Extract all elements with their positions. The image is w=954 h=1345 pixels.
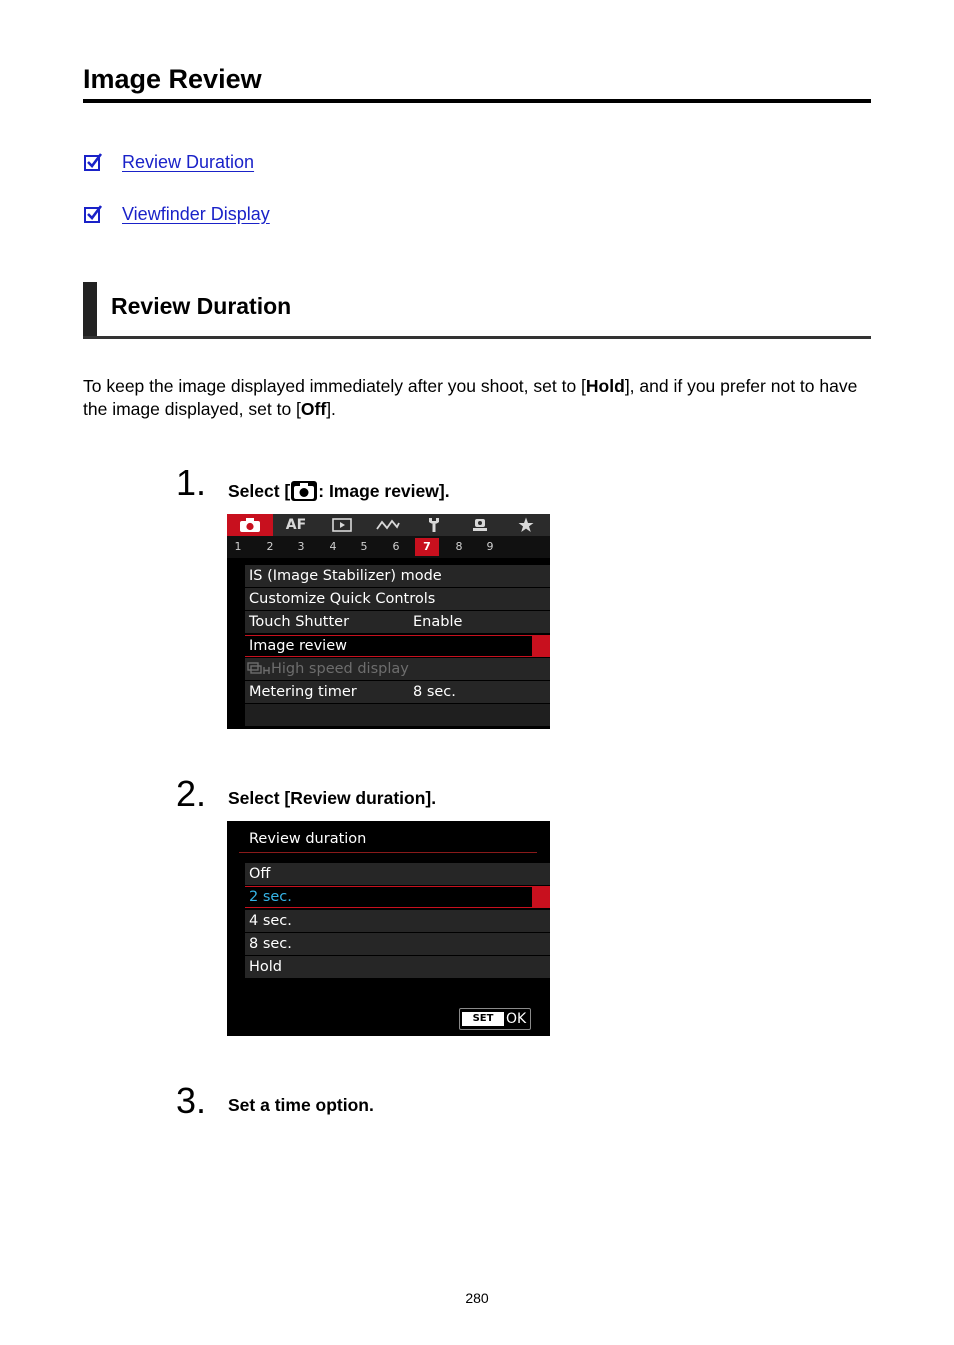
set-badge: SET bbox=[462, 1012, 504, 1026]
checkbox-checked-icon bbox=[83, 152, 103, 172]
menu-item-image-review[interactable]: Image review bbox=[245, 635, 550, 657]
hold-term: Hold bbox=[585, 376, 625, 396]
section-title: Review Duration bbox=[111, 293, 292, 319]
subtab-2[interactable]: 2 bbox=[266, 540, 274, 553]
tab-shooting[interactable] bbox=[227, 514, 273, 536]
tab-playback[interactable] bbox=[319, 514, 365, 536]
wrench-icon bbox=[427, 517, 441, 533]
subtab-8[interactable]: 8 bbox=[455, 540, 463, 553]
step-1-number: 1. bbox=[176, 462, 207, 503]
option-8-sec[interactable]: 8 sec. bbox=[245, 933, 550, 955]
wireless-icon bbox=[376, 518, 400, 532]
tab-my-menu[interactable] bbox=[503, 514, 549, 536]
option-2-sec[interactable]: 2 sec. bbox=[245, 886, 550, 908]
step-2-text: Select [Review duration]. bbox=[228, 788, 437, 808]
checkbox-checked-icon bbox=[83, 204, 103, 224]
review-duration-rule bbox=[239, 852, 537, 853]
subtab-4[interactable]: 4 bbox=[329, 540, 337, 553]
menu-subtab-bar bbox=[227, 536, 550, 558]
page-number: 280 bbox=[465, 1290, 489, 1306]
continuous-shooting-icon bbox=[247, 661, 271, 675]
menu-item-high-speed-display: High speed display bbox=[245, 658, 550, 680]
option-off[interactable]: Off bbox=[245, 863, 550, 885]
playback-icon bbox=[332, 518, 352, 532]
step-3-text: Set a time option. bbox=[228, 1095, 374, 1115]
section-bar bbox=[83, 282, 97, 336]
subtab-6[interactable]: 6 bbox=[392, 540, 400, 553]
option-hold[interactable]: Hold bbox=[245, 956, 550, 978]
subtab-5[interactable]: 5 bbox=[360, 540, 368, 553]
menu-item-metering-timer[interactable]: Metering timer 8 sec. bbox=[245, 681, 550, 703]
custom-icon bbox=[471, 517, 489, 533]
set-ok-button[interactable] bbox=[459, 1008, 531, 1030]
tab-af[interactable]: AF bbox=[285, 517, 307, 533]
title-rule bbox=[83, 99, 871, 103]
tab-custom[interactable] bbox=[457, 514, 503, 536]
page-title: Image Review bbox=[83, 64, 262, 94]
subtab-7[interactable]: 7 bbox=[415, 538, 439, 556]
review-duration-title: Review duration bbox=[249, 831, 367, 847]
star-icon bbox=[518, 517, 534, 533]
step-3-number: 3. bbox=[176, 1080, 207, 1121]
toc-link-review-duration[interactable]: Review Duration bbox=[122, 151, 255, 172]
toc-item-viewfinder-display[interactable] bbox=[83, 201, 270, 227]
camera-icon bbox=[239, 517, 261, 533]
step-2-number: 2. bbox=[176, 773, 207, 814]
section-heading bbox=[83, 282, 871, 339]
off-term: Off bbox=[300, 399, 327, 419]
toc-item-review-duration[interactable] bbox=[83, 149, 254, 175]
subtab-9[interactable]: 9 bbox=[486, 540, 494, 553]
touch-shutter-value: Enable bbox=[413, 614, 463, 630]
intro-paragraph: To keep the image displayed immediately after you shoot, set to [Hold], and if you prefer not to have the image displayed, set to [Off]. bbox=[83, 376, 858, 419]
option-4-sec[interactable]: 4 sec. bbox=[245, 910, 550, 932]
menu-tab-bar bbox=[227, 514, 550, 536]
review-duration-screen bbox=[227, 821, 550, 1036]
section-rule bbox=[83, 336, 871, 339]
ok-label: OK bbox=[506, 1011, 527, 1027]
menu-item-is-mode[interactable]: IS (Image Stabilizer) mode bbox=[245, 565, 550, 587]
menu-item-touch-shutter[interactable]: Touch Shutter Enable bbox=[245, 611, 550, 633]
subtab-1[interactable]: 1 bbox=[234, 540, 242, 553]
menu-item-empty bbox=[245, 704, 550, 726]
metering-timer-value: 8 sec. bbox=[413, 684, 456, 700]
tab-setup[interactable] bbox=[411, 514, 457, 536]
step-1-text: Select [ : Image review]. bbox=[228, 481, 450, 501]
toc-link-viewfinder-display[interactable]: Viewfinder Display bbox=[122, 203, 270, 224]
subtab-3[interactable]: 3 bbox=[297, 540, 305, 553]
menu-item-customize-quick-controls[interactable]: Customize Quick Controls bbox=[245, 588, 550, 610]
tab-wireless[interactable] bbox=[365, 514, 411, 536]
camera-menu-screen bbox=[227, 514, 550, 729]
camera-icon bbox=[291, 481, 317, 501]
